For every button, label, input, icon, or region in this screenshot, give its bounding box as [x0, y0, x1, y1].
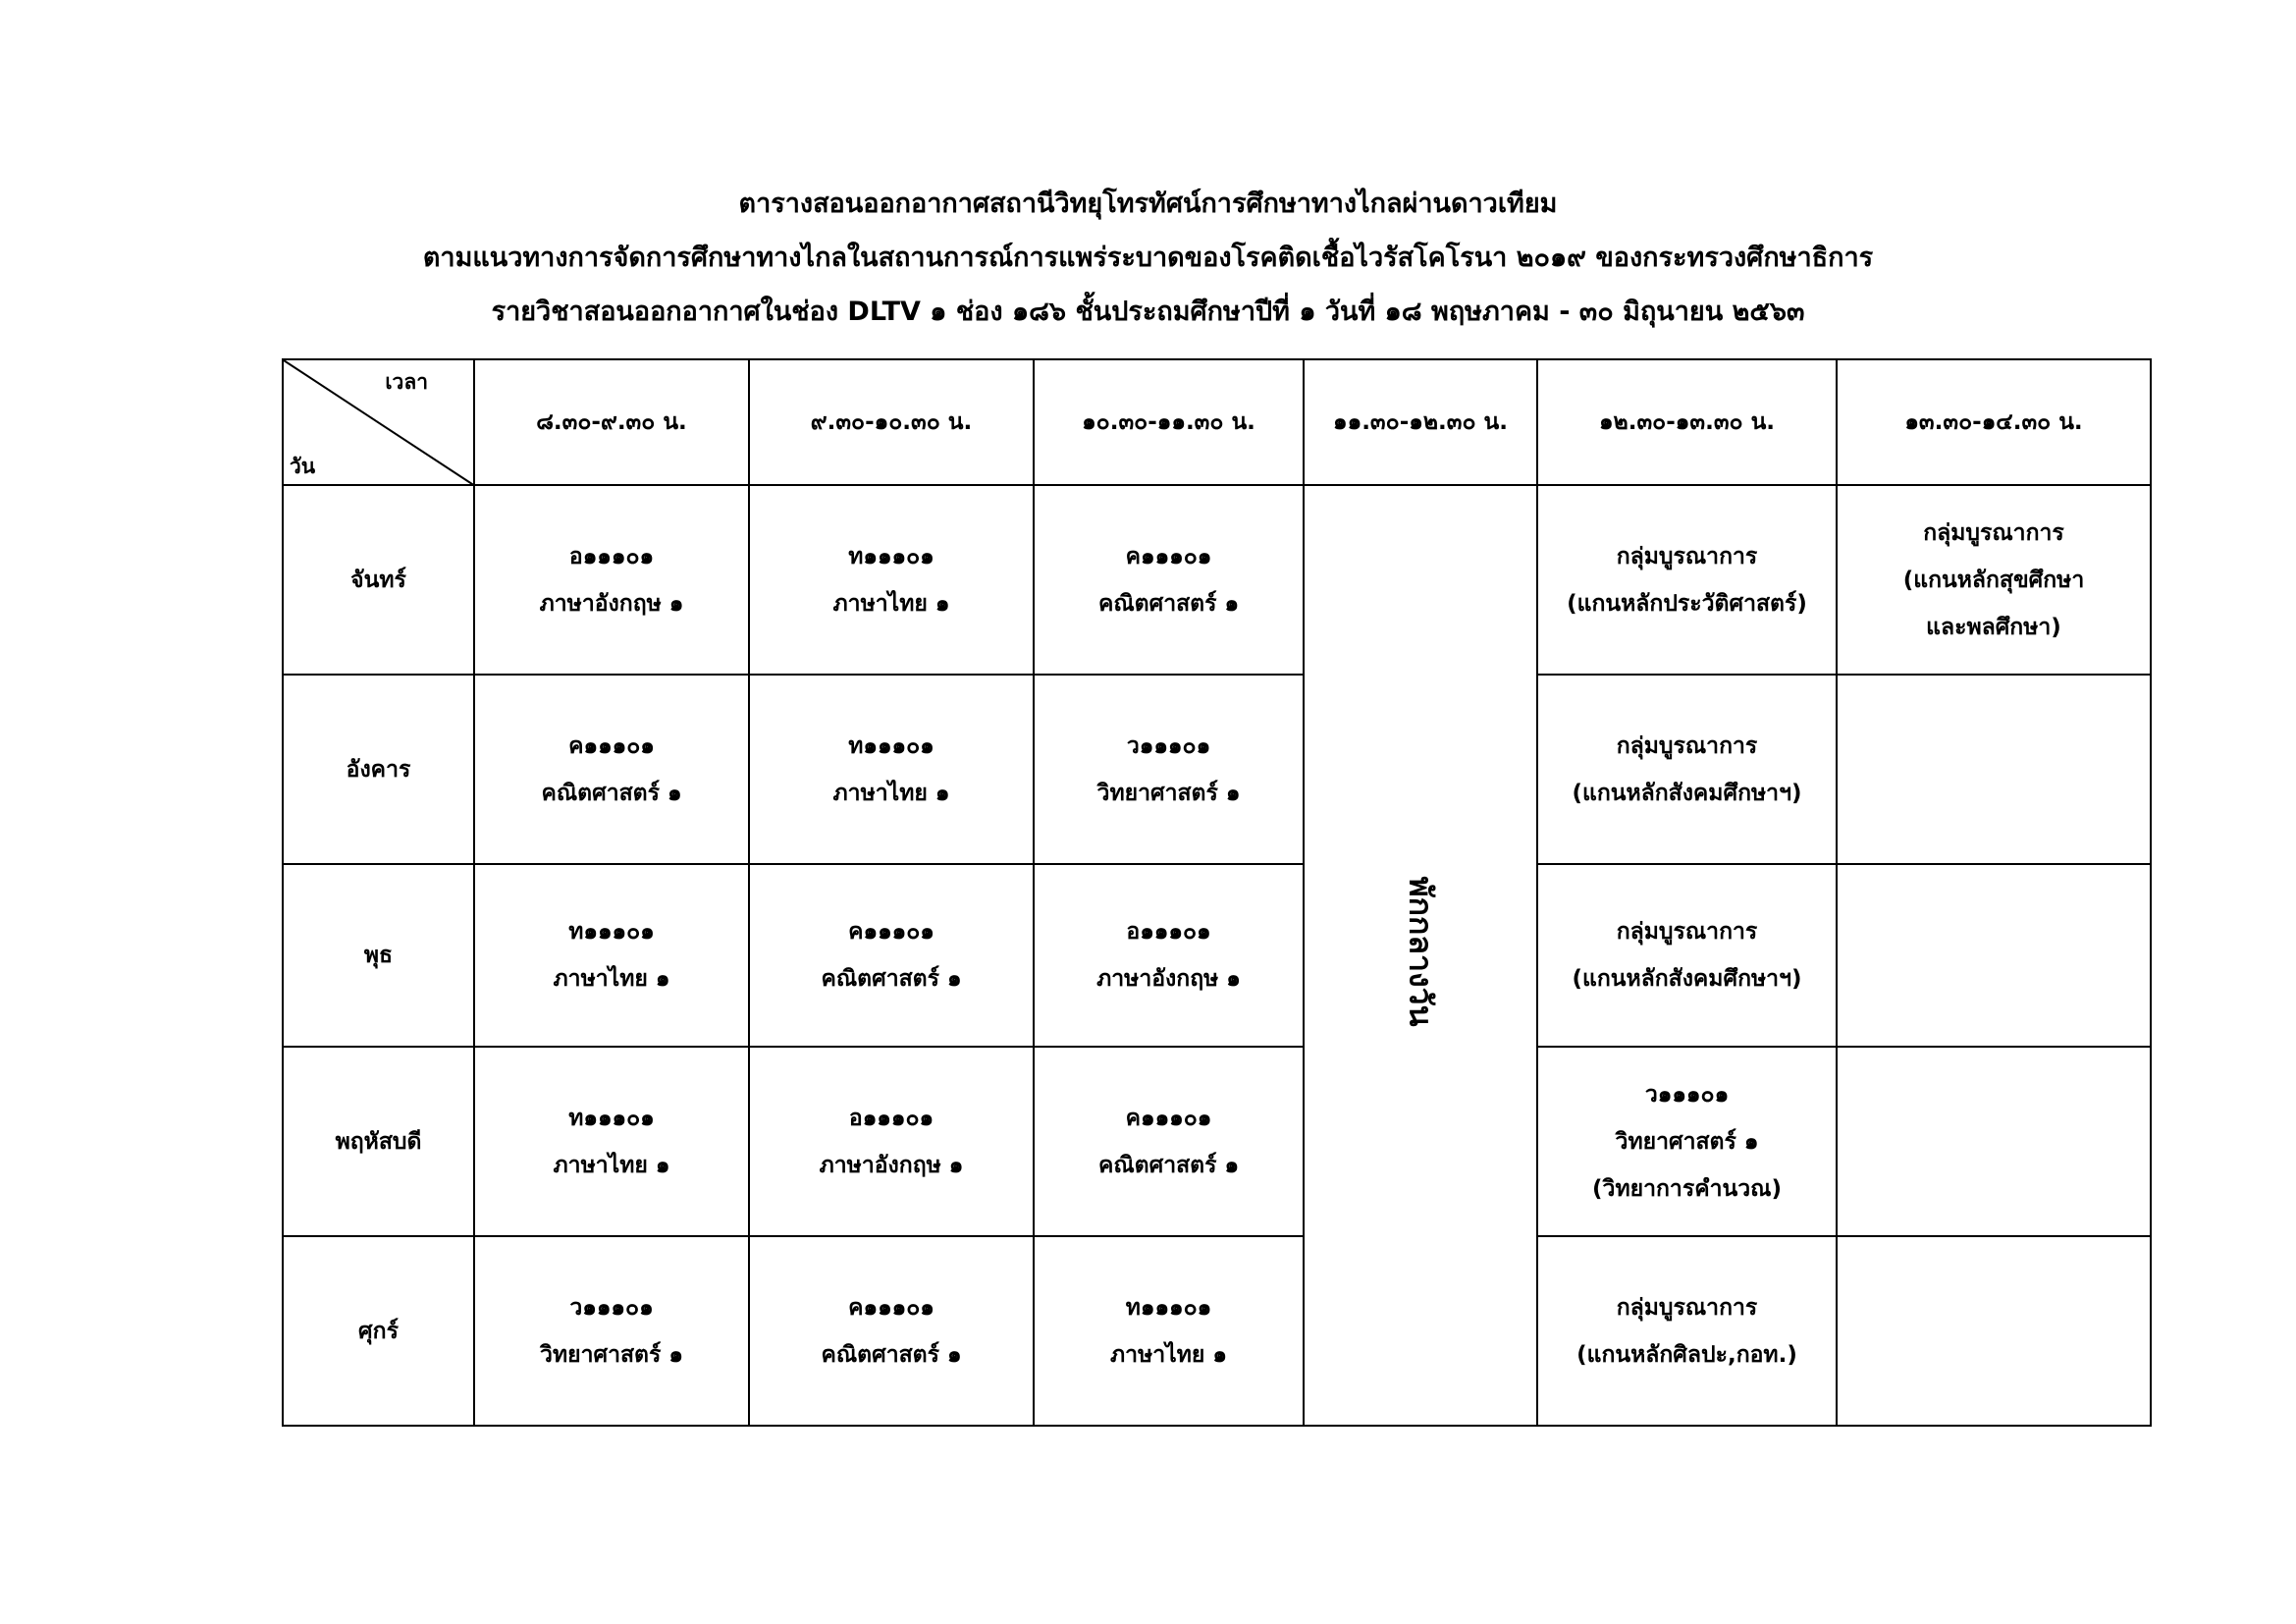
- subject-code: อ๑๑๑๐๑: [568, 543, 655, 569]
- header-row: [283, 359, 2151, 485]
- subject-code: ค๑๑๑๐๑: [1125, 543, 1212, 569]
- empty-cell: [1837, 864, 2151, 1047]
- subject-name: คณิตศาสตร์ ๑: [821, 1341, 962, 1368]
- title-line-2: ตามแนวทางการจัดการศึกษาทางไกลในสถานการณ์การแพร่ระบาดของโรคติดเชื้อไวรัสโคโรนา ๒๐๑๙ ของกระทรวงศึกษาธิการ: [422, 243, 1874, 273]
- class-cell: [474, 1236, 749, 1426]
- subject-code: ค๑๑๑๐๑: [848, 919, 934, 945]
- time-slot-5: ๑๒.๓๐-๑๓.๓๐ น.: [1537, 359, 1837, 485]
- subject-line: (แกนหลักประวัติศาสตร์): [1567, 590, 1807, 617]
- subject-line: วิทยาศาสตร์ ๑: [1615, 1128, 1759, 1155]
- subject-line: กลุ่มบูรณาการ: [1616, 732, 1758, 759]
- table-row: [283, 864, 2151, 1047]
- document-title-block: [0, 177, 2296, 339]
- empty-cell: [1837, 1236, 2151, 1426]
- table-row: [283, 1236, 2151, 1426]
- class-cell: [749, 864, 1034, 1047]
- subject-name: วิทยาศาสตร์ ๑: [540, 1341, 683, 1368]
- subject-name: ภาษาอังกฤษ ๑: [819, 1152, 964, 1178]
- subject-line: ว๑๑๑๐๑: [1644, 1081, 1730, 1108]
- class-cell: [1537, 864, 1837, 1047]
- class-cell: [1537, 485, 1837, 675]
- class-cell: [1537, 675, 1837, 864]
- subject-code: อ๑๑๑๐๑: [848, 1105, 934, 1131]
- subject-name: คณิตศาสตร์ ๑: [821, 966, 962, 992]
- subject-name: ภาษาอังกฤษ ๑: [1096, 966, 1241, 992]
- subject-code: ท๑๑๑๐๑: [568, 1105, 655, 1131]
- subject-line: กลุ่มบูรณาการ: [1616, 543, 1758, 569]
- subject-name: ภาษาไทย ๑: [1110, 1341, 1227, 1368]
- table-row: [283, 675, 2151, 864]
- subject-line: (แกนหลักสุขศึกษา: [1902, 567, 2085, 593]
- subject-name: คณิตศาสตร์ ๑: [1097, 1152, 1240, 1178]
- class-cell: [1034, 1047, 1304, 1236]
- empty-cell: [1837, 675, 2151, 864]
- subject-line: กลุ่มบูรณาการ: [1923, 519, 2064, 546]
- day-cell: ศุกร์: [283, 1236, 474, 1426]
- subject-name: คณิตศาสตร์ ๑: [1097, 590, 1240, 617]
- timetable: [282, 358, 2152, 1427]
- empty-cell: [1837, 1047, 2151, 1236]
- class-cell: [1034, 485, 1304, 675]
- subject-code: ท๑๑๑๐๑: [848, 732, 934, 759]
- corner-cell: [283, 359, 474, 485]
- class-cell: [474, 485, 749, 675]
- lunch-break-label: พักกลางวัน: [1401, 876, 1439, 1027]
- table-row: [283, 1047, 2151, 1236]
- title-line-3: รายวิชาสอนออกอากาศในช่อง DLTV ๑ ช่อง ๑๘๖ ชั้นประถมศึกษาปีที่ ๑ วันที่ ๑๘ พฤษภาคม - ๓๐ มิถุนายน ๒๕๖๓: [491, 297, 1805, 327]
- subject-code: ค๑๑๑๐๑: [568, 732, 655, 759]
- class-cell: [749, 485, 1034, 675]
- corner-day-label: วัน: [290, 455, 316, 478]
- day-cell: จันทร์: [283, 485, 474, 675]
- subject-line: (วิทยาการคำนวณ): [1592, 1175, 1782, 1202]
- class-cell: [749, 675, 1034, 864]
- class-cell: [1034, 864, 1304, 1047]
- subject-name: ภาษาไทย ๑: [832, 590, 950, 617]
- subject-name: ภาษาไทย ๑: [553, 1152, 670, 1178]
- day-cell: อังคาร: [283, 675, 474, 864]
- subject-line: (แกนหลักศิลปะ,กอท.): [1576, 1341, 1797, 1368]
- subject-name: คณิตศาสตร์ ๑: [541, 780, 682, 806]
- subject-name: ภาษาไทย ๑: [553, 966, 670, 992]
- class-cell: [1537, 1236, 1837, 1426]
- day-cell: พุธ: [283, 864, 474, 1047]
- subject-code: ท๑๑๑๐๑: [848, 543, 934, 569]
- subject-line: กลุ่มบูรณาการ: [1616, 1294, 1758, 1321]
- lunch-break-cell: [1304, 485, 1537, 1426]
- class-cell: [474, 864, 749, 1047]
- day-cell: พฤหัสบดี: [283, 1047, 474, 1236]
- subject-name: ภาษาอังกฤษ ๑: [539, 590, 684, 617]
- subject-code: ว๑๑๑๐๑: [569, 1294, 654, 1321]
- title-line-1: ตารางสอนออกอากาศสถานีวิทยุโทรทัศน์การศึกษาทางไกลผ่านดาวเทียม: [738, 189, 1558, 219]
- class-cell: [1837, 485, 2151, 675]
- time-slot-1: ๘.๓๐-๙.๓๐ น.: [474, 359, 749, 485]
- class-cell: [1537, 1047, 1837, 1236]
- subject-code: อ๑๑๑๐๑: [1126, 919, 1211, 945]
- subject-code: ว๑๑๑๐๑: [1126, 732, 1211, 759]
- class-cell: [1034, 1236, 1304, 1426]
- subject-code: ท๑๑๑๐๑: [1125, 1294, 1212, 1321]
- time-slot-6: ๑๓.๓๐-๑๔.๓๐ น.: [1837, 359, 2151, 485]
- class-cell: [474, 675, 749, 864]
- subject-line: กลุ่มบูรณาการ: [1616, 919, 1758, 945]
- subject-code: ท๑๑๑๐๑: [568, 919, 655, 945]
- corner-time-label: เวลา: [385, 370, 428, 394]
- subject-line: และพลศึกษา): [1926, 614, 2061, 640]
- time-slot-2: ๙.๓๐-๑๐.๓๐ น.: [749, 359, 1034, 485]
- subject-name: ภาษาไทย ๑: [832, 780, 950, 806]
- time-slot-3: ๑๐.๓๐-๑๑.๓๐ น.: [1034, 359, 1304, 485]
- class-cell: [749, 1047, 1034, 1236]
- class-cell: [1034, 675, 1304, 864]
- subject-line: (แกนหลักสังคมศึกษาฯ): [1572, 966, 1802, 992]
- class-cell: [474, 1047, 749, 1236]
- subject-code: ค๑๑๑๐๑: [848, 1294, 934, 1321]
- subject-name: วิทยาศาสตร์ ๑: [1096, 780, 1241, 806]
- class-cell: [749, 1236, 1034, 1426]
- subject-code: ค๑๑๑๐๑: [1125, 1105, 1212, 1131]
- subject-line: (แกนหลักสังคมศึกษาฯ): [1572, 780, 1802, 806]
- time-slot-4: ๑๑.๓๐-๑๒.๓๐ น.: [1304, 359, 1537, 485]
- table-row: [283, 485, 2151, 675]
